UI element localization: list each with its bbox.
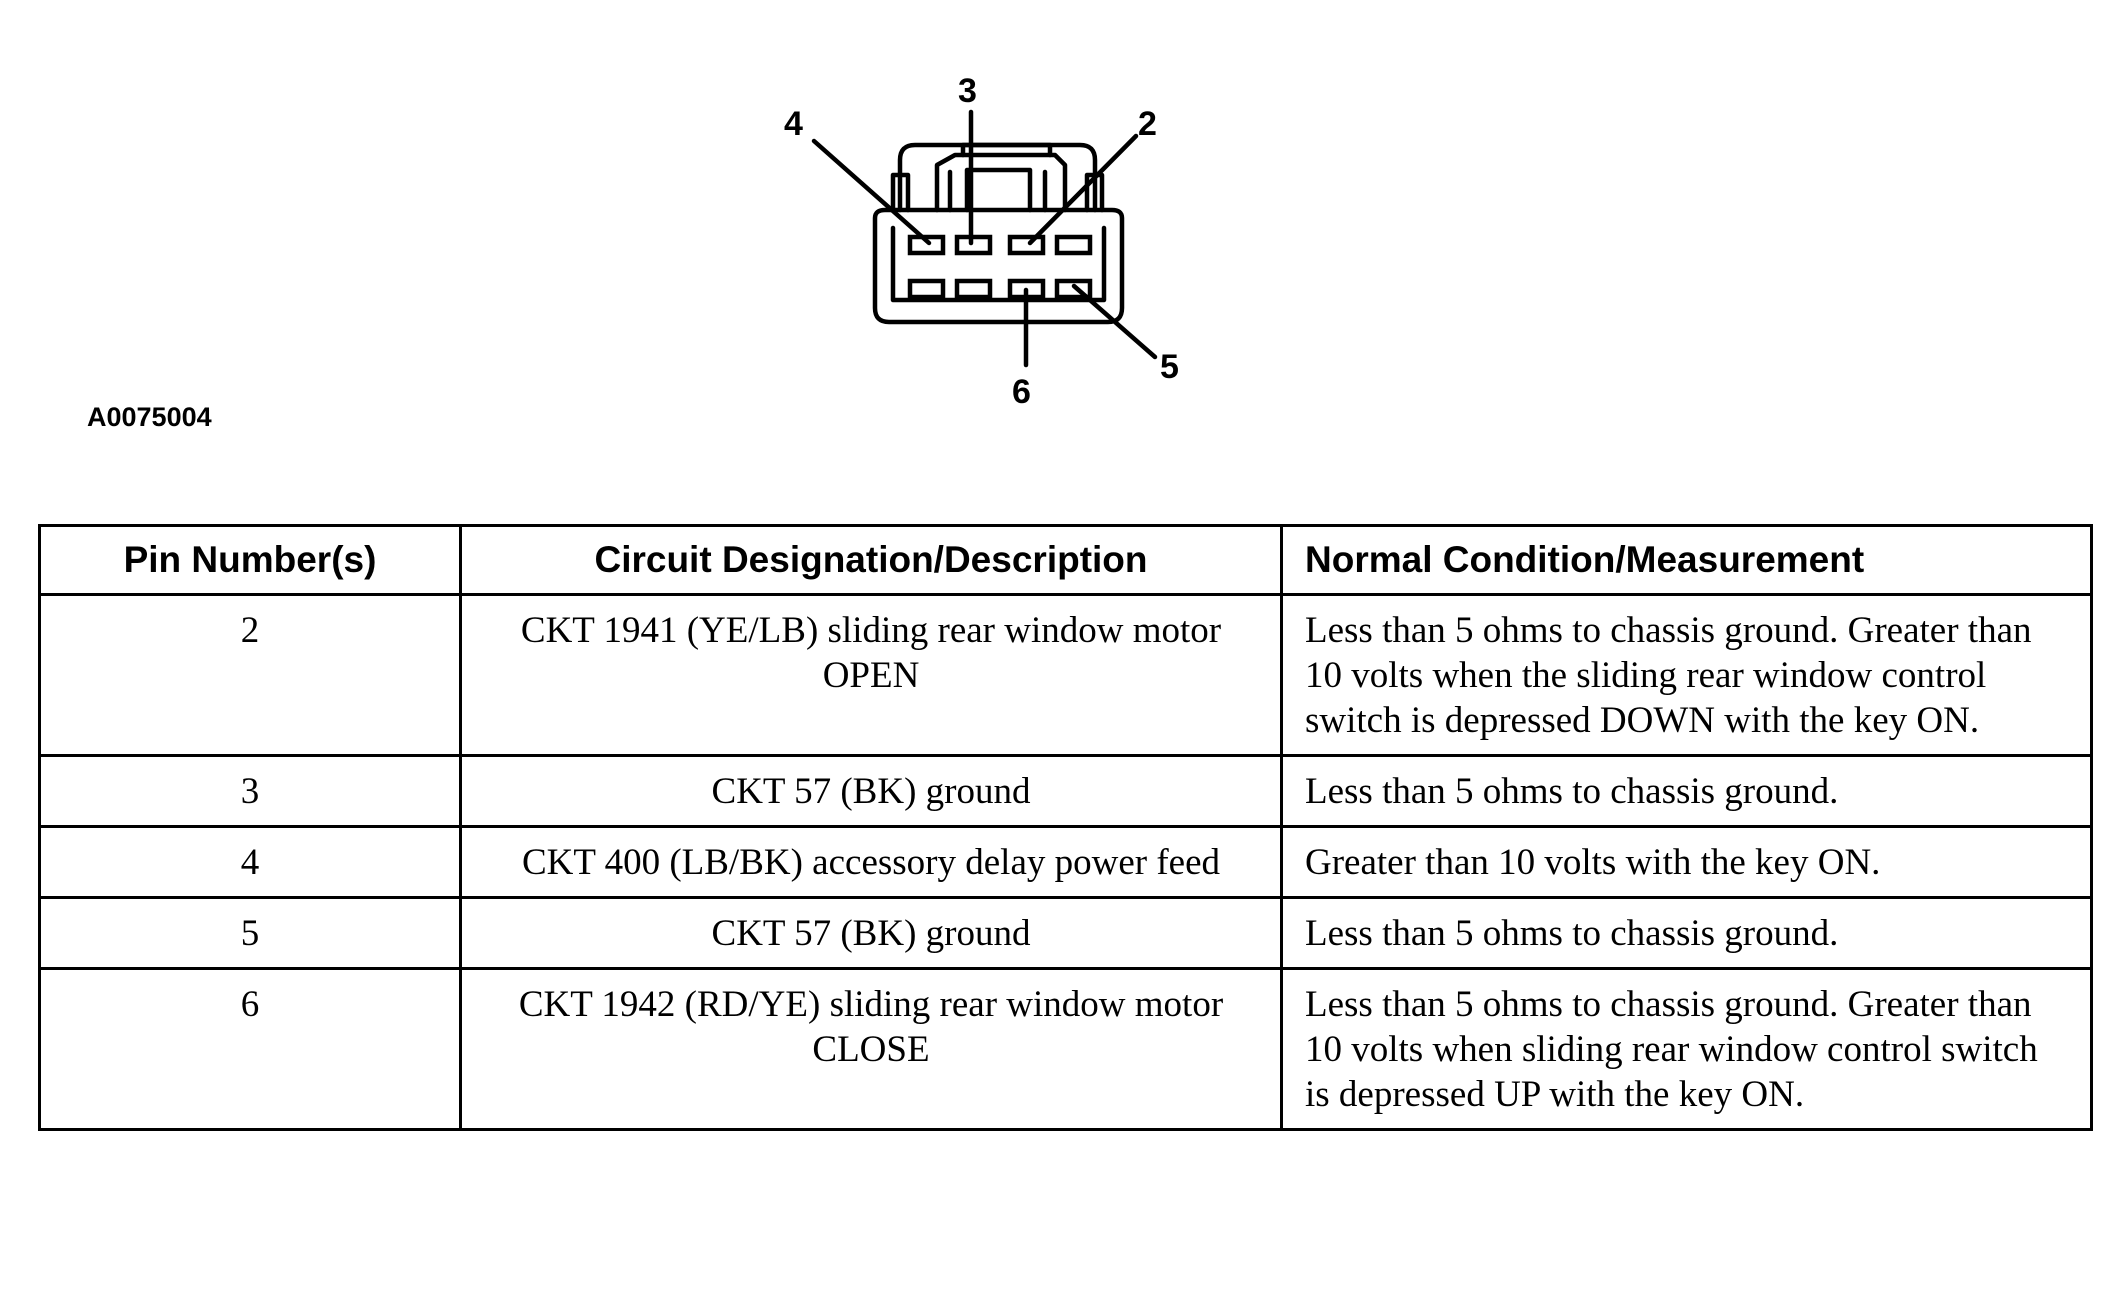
cell-pin: 2 xyxy=(40,595,461,756)
cell-pin: 5 xyxy=(40,898,461,969)
cell-pin: 3 xyxy=(40,756,461,827)
cell-pin: 4 xyxy=(40,827,461,898)
cavity-bottom-2 xyxy=(957,281,990,297)
pin-label-2: 2 xyxy=(1138,105,1157,143)
cell-condition: Less than 5 ohms to chassis ground. Greater than 10 volts when sliding rear window control switch is depressed UP with the key ON. xyxy=(1282,969,2092,1130)
cavity-top-3 xyxy=(1010,237,1043,253)
table-row xyxy=(40,969,2092,1130)
cell-condition: Less than 5 ohms to chassis ground. xyxy=(1282,898,2092,969)
cell-circuit: CKT 1942 (RD/YE) sliding rear window motor CLOSE xyxy=(461,969,1282,1130)
pin-label-3: 3 xyxy=(958,72,977,110)
connector-diagram xyxy=(0,0,2124,470)
cell-condition: Less than 5 ohms to chassis ground. xyxy=(1282,756,2092,827)
cell-condition: Less than 5 ohms to chassis ground. Greater than 10 volts when the sliding rear window control switch is depressed DOWN with the key ON. xyxy=(1282,595,2092,756)
cavity-top-2 xyxy=(957,237,990,253)
table-row xyxy=(40,898,2092,969)
pin-table xyxy=(38,524,2093,1131)
pin-label-5: 5 xyxy=(1160,348,1179,386)
pin-label-4: 4 xyxy=(784,105,803,143)
cavity-bottom-1 xyxy=(910,281,943,297)
cavity-top-4 xyxy=(1057,237,1090,253)
cell-circuit: CKT 57 (BK) ground xyxy=(461,898,1282,969)
cell-condition: Greater than 10 volts with the key ON. xyxy=(1282,827,2092,898)
figure-id: A0075004 xyxy=(87,402,212,432)
header-pin: Pin Number(s) xyxy=(40,526,461,595)
cell-circuit: CKT 400 (LB/BK) accessory delay power feed xyxy=(461,827,1282,898)
cell-pin: 6 xyxy=(40,969,461,1130)
header-circuit: Circuit Designation/Description xyxy=(461,526,1282,595)
table-row xyxy=(40,595,2092,756)
table-header-row xyxy=(40,526,2092,595)
table-row xyxy=(40,756,2092,827)
header-condition: Normal Condition/Measurement xyxy=(1282,526,2092,595)
cell-circuit: CKT 1941 (YE/LB) sliding rear window motor OPEN xyxy=(461,595,1282,756)
cell-circuit: CKT 57 (BK) ground xyxy=(461,756,1282,827)
leader-pin-4 xyxy=(814,141,929,243)
pin-label-6: 6 xyxy=(1012,373,1031,411)
locking-tab-inner xyxy=(967,170,1030,210)
table-row xyxy=(40,827,2092,898)
